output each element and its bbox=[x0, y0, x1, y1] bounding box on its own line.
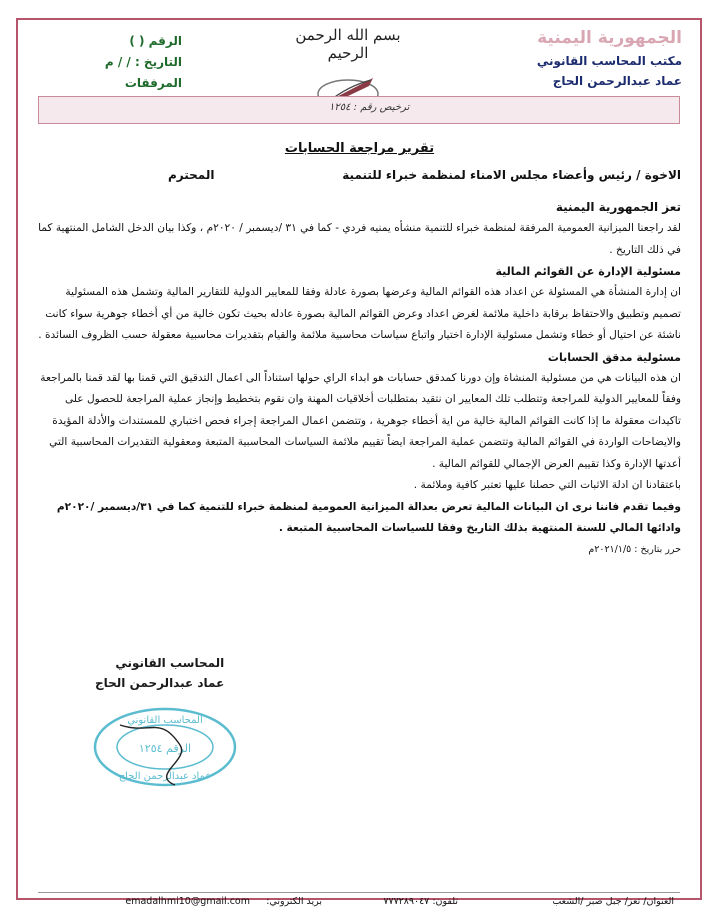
ref-date: التاريخ : / / م bbox=[104, 55, 182, 69]
addressee: الاخوة / رئيس وأعضاء مجلس الامناء لمنظمة خبراء للتنمية bbox=[342, 168, 681, 183]
respected-label: المحترم bbox=[168, 168, 215, 183]
header-right bbox=[537, 28, 682, 88]
ref-number: الرقم ( ) bbox=[129, 34, 182, 48]
license-band bbox=[38, 96, 680, 124]
footer-phone: تلفون: ٧٧٧٢٨٩٠٤٧ bbox=[383, 896, 458, 907]
signature-block bbox=[95, 656, 224, 696]
intro-paragraph: لقد راجعنا الميزانية العمومية المرفقة لمنظمة خبراء للتنمية منشأه يمنيه فردي - كما في ٣١ /ديسمبر / ٢٠٢٠م ، وكذا بيان الدخل الشامل المنتهية كما في ذلك التاريخ . bbox=[38, 222, 681, 256]
auditor-heading: مسئولية مدقق الحسابات bbox=[547, 350, 681, 364]
city-line: تعز الجمهورية اليمنية bbox=[555, 199, 681, 214]
addressee-line bbox=[38, 165, 681, 186]
ref-attachments: المرفقات bbox=[124, 76, 182, 90]
report-body bbox=[38, 138, 681, 561]
report-title: تقرير مراجعة الحسابات bbox=[284, 141, 435, 156]
license-number: ترخيص رقم : ١٢٥٤ bbox=[329, 102, 410, 113]
stamp-name: عماد عبدالرحمن الحاج bbox=[118, 771, 212, 782]
auditor-paragraph: ان هذه البيانات هي من مسئولية المنشاة وإن دورنا كمدقق حسابات هو ابداء الراي حولها استناداً الى اعمال التدقيق التي قمنا بها لقد قمنا بالمراجعة وفقاً للمعايير الدولية للمراجعة وتتطلب تلك المعايير ان نتقيد بمتطلبات أخلاقيات المهنة وان نقوم بتخطيط وإنجاز عملية المراجعة للحصول على تاكيدات معقولة ما إذا كانت القوائم المالية خالية من اية أخطاء جوهرية ، وتتضمن اعمال المراجعة إجراء فحص اختباري للمستندات والأدلة المؤيدة والايضاحات الواردة في القوائم المالية وتتضمن عملية المراجعة ايضاً تقييم ملائمة السياسات المحاسبية المتبعة ومعقولية التقديرات المحاسبية التي أعدتها الإدارة وكذا تقييم العرض الإجمالي للقوائم المالية . bbox=[40, 372, 681, 470]
stamp-top-text: المحاسب القانوني bbox=[127, 715, 203, 726]
belief-paragraph: باعتقادنا ان ادلة الاثبات التي حصلنا عليها تعتبر كافية وملائمة . bbox=[413, 479, 681, 492]
dated-line: حرر بتاريخ : ٢٠٢١/١/٥م bbox=[588, 544, 681, 556]
footer bbox=[38, 892, 680, 909]
basmala: بسم الله الرحمن الرحيم bbox=[295, 26, 401, 62]
opinion-paragraph: وفيما تقدم فاننا نرى ان البيانات المالية تعرض بعدالة الميزانية العمومية لمنظمة خبراء للتنمية كما في ٣١/ديسمبر /٢٠٢٠م وادائها المالي للسنة المنتهية بذلك التاريخ وفقا للسياسات المحاسبية المتبعة . bbox=[56, 500, 681, 534]
footer-email-label: بريد الكتروني: bbox=[266, 896, 322, 907]
signature-name: عماد عبدالرحمن الحاج bbox=[95, 676, 225, 690]
mgmt-heading: مسئولية الإدارة عن القوائم المالية bbox=[495, 265, 681, 279]
footer-email: emadalhmi10@gmail.com bbox=[125, 896, 250, 907]
header-left bbox=[42, 34, 182, 97]
signature-title: المحاسب القانوني bbox=[115, 656, 225, 670]
footer-address: العنوان/ تعز/ جبل صبر /الشعب bbox=[552, 896, 674, 907]
office-name: مكتب المحاسب القانوني bbox=[536, 54, 682, 68]
mgmt-paragraph: ان إدارة المنشأة هي المسئولة عن اعداد هذه القوائم المالية وعرضها بصورة عادلة وفقا للمعايير الدولية للتقارير المالية وتشمل هذه المسئولية تصميم وتطبيق والاحتفاظ برقابة داخلية ملائمة لغرض اعداد وعرض القوائم المالية بصورة عادله بحيث تكون خالية من أي أخطاء جوهرية سواء كانت ناشئة عن احتيال أو خطاء وتشمل مسئولية الإدارة اختيار واتباع سياسات محاسبية ملائمة والقيام بتقديرات محاسبية معقولة حسب الظروف السائدة . bbox=[38, 286, 681, 342]
owner-name: عماد عبدالرحمن الحاج bbox=[552, 74, 682, 88]
stamp-number: الرقم ١٢٥٤ bbox=[138, 742, 192, 755]
republic-name: الجمهورية اليمنية bbox=[537, 28, 682, 48]
official-stamp bbox=[90, 705, 240, 790]
